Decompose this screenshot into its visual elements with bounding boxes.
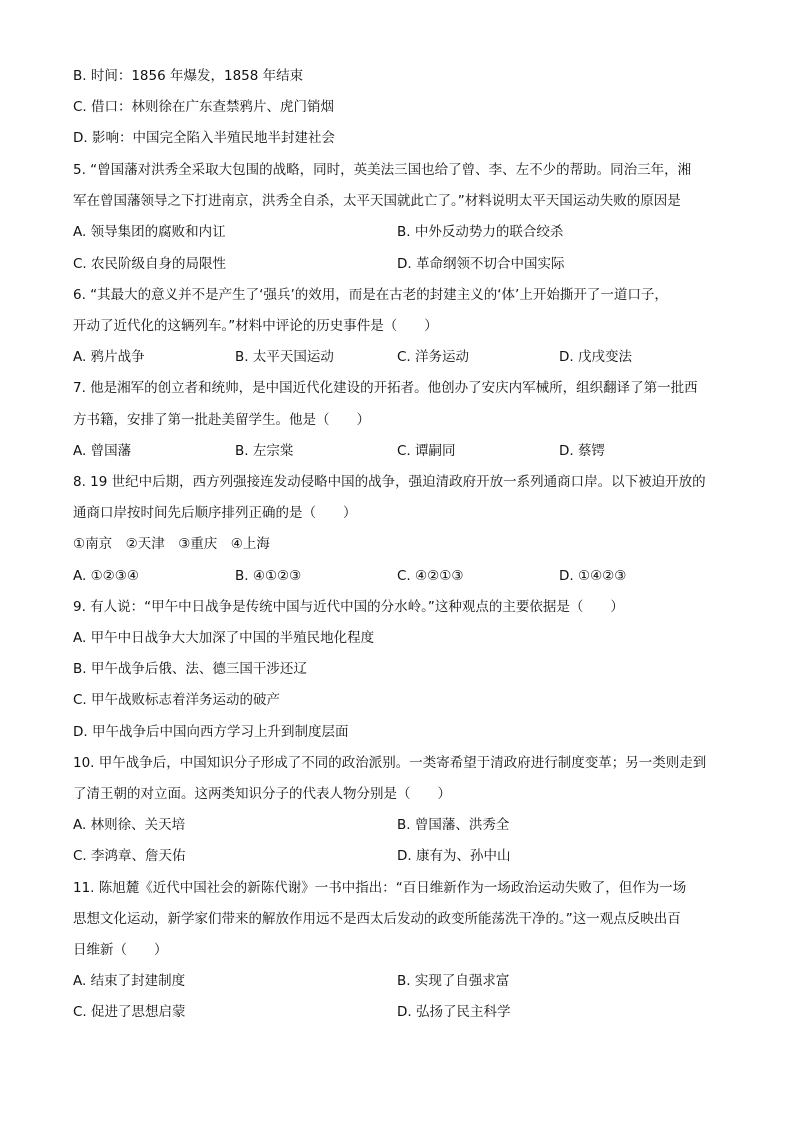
q9-stem-line1: 9. 有人说：“甲午中日战争是传统中国与近代中国的分水岭。”这种观点的主要依据是（ ） [73,599,624,615]
q6-option-d: D. 戊戌变法 [559,349,632,365]
q11-stem-line2: 思想文化运动，新学家们带来的解放作用远不是西太后发动的政变所能荡洗干净的。”这一观点反映出百 [73,911,681,927]
q7-option-b: B. 左宗棠 [235,443,294,459]
q6-stem-line1: 6. “其最大的意义并不是产生了‘强兵’的效用，而是在古老的封建主义的‘体’上开始撕开了一道口子， [73,287,668,303]
q6-stem-line2: 开动了近代化的这辆列车。”材料中评论的历史事件是（ ） [73,318,438,334]
q5-option-a: A. 领导集团的腐败和内讧 [73,224,226,240]
q9-option-a: A. 甲午中日战争大大加深了中国的半殖民地化程度 [73,630,375,646]
q7-stem-line2: 方书籍，安排了第一批赴美留学生。他是（ ） [73,412,370,428]
q4-option-b: B. 时间：1856 年爆发，1858 年结束 [73,68,304,84]
q4-option-c: C. 借口：林则徐在广东查禁鸦片、虎门销烟 [73,99,335,115]
q10-stem-line2: 了清王朝的对立面。这两类知识分子的代表人物分别是（ ） [73,786,451,802]
q7-option-a: A. 曾国藩 [73,443,132,459]
q8-option-d: D. ①④②③ [559,568,627,584]
q11-option-c: C. 促进了思想启蒙 [73,1004,186,1020]
q7-option-c: C. 谭嗣同 [397,443,456,459]
q8-option-a: A. ①②③④ [73,568,139,584]
q10-option-c: C. 李鸿章、詹天佑 [73,848,186,864]
q11-option-d: D. 弘扬了民主科学 [397,1004,511,1020]
q11-stem-line1: 11. 陈旭麓《近代中国社会的新陈代谢》一书中指出：“百日维新作为一场政治运动失败了，但作为一场 [73,880,687,896]
q8-option-b: B. ④①②③ [235,568,302,584]
q9-option-c: C. 甲午战败标志着洋务运动的破产 [73,692,281,708]
q8-items: ①南京 ②天津 ③重庆 ④上海 [73,536,270,552]
q9-option-d: D. 甲午战争后中国向西方学习上升到制度层面 [73,724,349,740]
q4-option-d: D. 影响：中国完全陷入半殖民地半封建社会 [73,130,335,146]
q8-option-c: C. ④②①③ [397,568,464,584]
q7-stem-line1: 7. 他是湘军的创立者和统帅，是中国近代化建设的开拓者。他创办了安庆内军械所，组织翻译了第一批西 [73,380,698,396]
q11-option-a: A. 结束了封建制度 [73,973,186,989]
q10-option-a: A. 林则徐、关天培 [73,817,186,833]
q6-option-b: B. 太平天国运动 [235,349,334,365]
q5-stem-line1: 5. “曾国藩对洪秀全采取大包围的战略，同时，英美法三国也给了曾、李、左不少的帮助。同治三年，湘 [73,162,692,178]
q10-option-d: D. 康有为、孙中山 [397,848,511,864]
q11-stem-line3: 日维新（ ） [73,942,168,958]
q5-option-b: B. 中外反动势力的联合绞杀 [397,224,564,240]
q7-option-d: D. 蔡锷 [559,443,605,459]
q5-stem-line2: 军在曾国藩领导之下打进南京，洪秀全自杀，太平天国就此亡了。”材料说明太平天国运动失败的原因是 [73,193,681,209]
q8-stem-line2: 通商口岸按时间先后顺序排列正确的是（ ） [73,505,357,521]
q10-option-b: B. 曾国藩、洪秀全 [397,817,510,833]
q11-option-b: B. 实现了自强求富 [397,973,510,989]
q5-option-c: C. 农民阶级自身的局限性 [73,256,227,272]
q8-stem-line1: 8. 19 世纪中后期，西方列强接连发动侵略中国的战争，强迫清政府开放一系列通商口岸。以下被迫开放的 [73,474,706,490]
q9-option-b: B. 甲午战争后俄、法、德三国干涉还辽 [73,661,307,677]
q6-option-c: C. 洋务运动 [397,349,470,365]
q10-stem-line1: 10. 甲午战争后，中国知识分子形成了不同的政治派别。一类寄希望于清政府进行制度变革；另一类则走到 [73,755,707,771]
q6-option-a: A. 鸦片战争 [73,349,145,365]
q5-option-d: D. 革命纲领不切合中国实际 [397,256,565,272]
